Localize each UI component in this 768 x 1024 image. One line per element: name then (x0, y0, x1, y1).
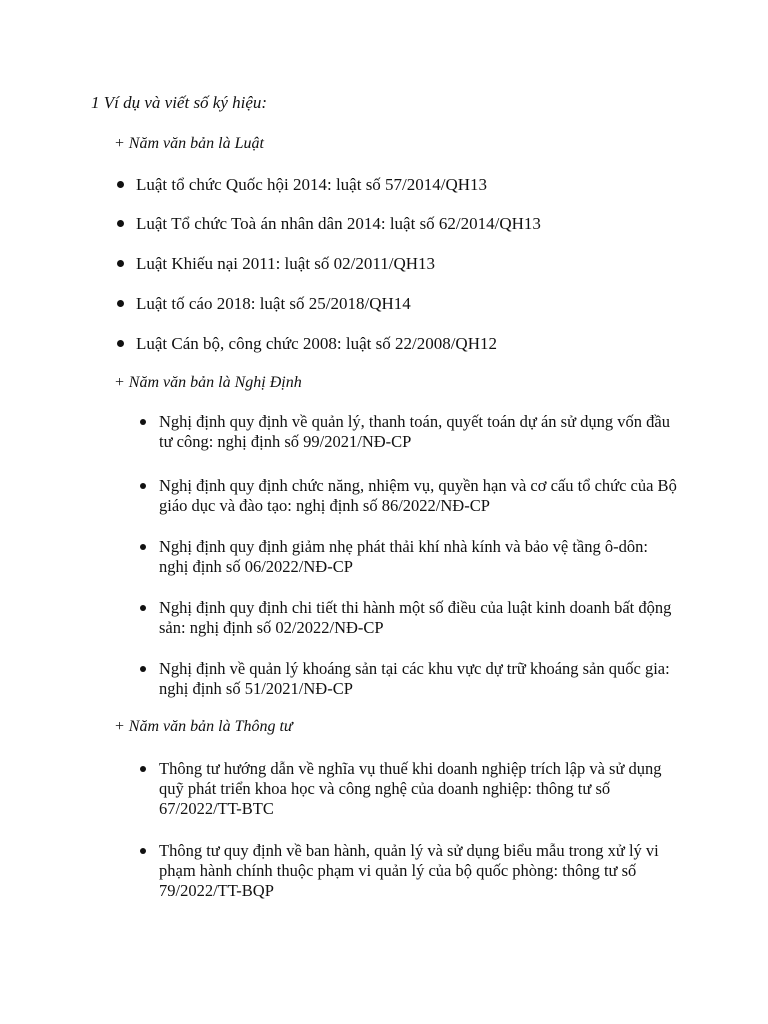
bullet-icon (117, 260, 124, 267)
list-item-text: Thông tư hướng dẫn về nghĩa vụ thuế khi doanh nghiệp trích lập và sử dụng quỹ phát triển khoa học và công nghệ của doanh nghiệp: thông tư số 67/2022/TT-BTC (159, 759, 662, 818)
list-item (140, 841, 680, 901)
list-item-text: Nghị định quy định chức năng, nhiệm vụ, quyền hạn và cơ cấu tổ chức của Bộ giáo dục và đào tạo: nghị định số 86/2022/NĐ-CP (159, 476, 677, 515)
bullet-icon (140, 544, 146, 550)
list-item (140, 659, 680, 699)
list-item-text: Nghị định về quản lý khoáng sản tại các khu vực dự trữ khoáng sản quốc gia: nghị định số 51/2021/NĐ-CP (159, 659, 670, 698)
list-item-text: Luật Tổ chức Toà án nhân dân 2014: luật số 62/2014/QH13 (136, 214, 541, 233)
document-heading: 1 Ví dụ và viết số ký hiệu: (91, 93, 268, 112)
bullet-icon (117, 300, 124, 307)
list-item (140, 476, 680, 516)
bullet-icon (140, 483, 146, 489)
list-item (140, 598, 680, 638)
bullet-icon (140, 419, 146, 425)
list-item-text: Nghị định quy định chi tiết thi hành một số điều của luật kinh doanh bất động sản: nghị định số 02/2022/NĐ-CP (159, 598, 672, 637)
section-title-luat: + Năm văn bản là Luật (114, 135, 264, 152)
bullet-icon (140, 666, 146, 672)
list-item-text: Nghị định quy định giảm nhẹ phát thải khí nhà kính và bảo vệ tầng ô-dôn: nghị định số 06/2022/NĐ-CP (159, 537, 648, 576)
bullet-icon (140, 848, 146, 854)
bullet-icon (117, 181, 124, 188)
bullet-icon (117, 340, 124, 347)
bullet-icon (117, 220, 124, 227)
list-item-text: Luật tố cáo 2018: luật số 25/2018/QH14 (136, 294, 411, 313)
section-title-nghi-dinh: + Năm văn bản là Nghị Định (114, 374, 302, 391)
list-item (140, 412, 680, 452)
bullet-icon (140, 766, 146, 772)
list-item (140, 759, 680, 819)
list-item (140, 537, 680, 577)
list-item-text: Luật Khiếu nại 2011: luật số 02/2011/QH13 (136, 254, 436, 273)
bullet-icon (140, 605, 146, 611)
list-item-text: Nghị định quy định về quản lý, thanh toán, quyết toán dự án sử dụng vốn đầu tư công: nghị định số 99/2021/NĐ-CP (159, 412, 670, 451)
section-title-thong-tu: + Năm văn bản là Thông tư (114, 718, 293, 735)
list-item-text: Luật tổ chức Quốc hội 2014: luật số 57/2014/QH13 (136, 175, 488, 194)
list-item-text: Luật Cán bộ, công chức 2008: luật số 22/2008/QH12 (136, 334, 497, 353)
list-item-text: Thông tư quy định về ban hành, quản lý và sử dụng biểu mẫu trong xử lý vi phạm hành chính thuộc phạm vi quản lý của bộ quốc phòng: thông tư số 79/2022/TT-BQP (159, 841, 659, 900)
